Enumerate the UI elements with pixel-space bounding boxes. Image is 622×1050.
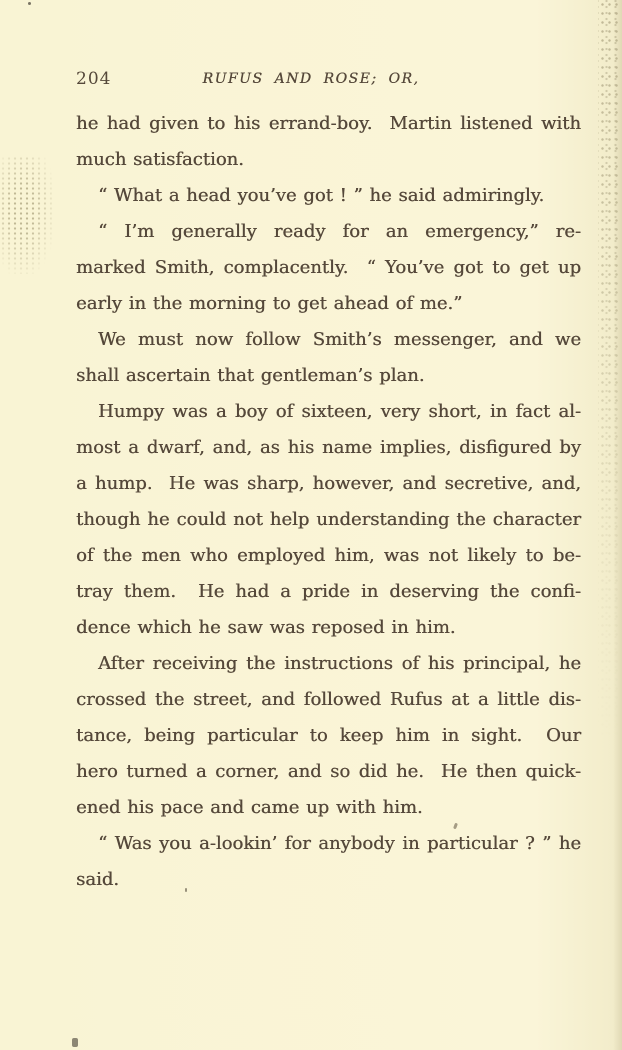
text-line: “ Was you a-lookin’ for anybody in particular ? ” he [98,833,581,854]
paragraph [76,646,581,826]
paragraph [76,178,581,214]
page-edge-shadow [613,0,622,1050]
running-title: RUFUS AND ROSE; OR, [202,71,420,87]
text-line: Humpy was a boy of sixteen, very short, in fact al- [98,401,581,422]
text-line: After receiving the instructions of his principal, he [98,653,581,674]
paper-stain [0,156,54,274]
text-line: tance, being particular to keep him in sight. Our [76,725,581,746]
text-line: much satisfaction. [76,149,244,170]
text-line: said. [76,869,119,890]
text-line: ened his pace and came up with him. [76,797,423,818]
paragraph [76,106,581,178]
text-line: marked Smith, complacently. “ You’ve got to get up [76,257,581,278]
paragraph [76,394,581,646]
text-line: tray them. He had a pride in deserving the confi- [76,581,581,602]
page-number: 204 [76,69,112,89]
text-line: crossed the street, and followed Rufus at a little dis- [76,689,581,710]
text-line: of the men who employed him, was not likely to be- [76,545,581,566]
text-line: though he could not help understanding the character [76,509,581,530]
text-line: dence which he saw was reposed in him. [76,617,456,638]
page-header [0,68,622,94]
paragraph [76,826,581,898]
text-line: he had given to his errand-boy. Martin listened with [76,113,581,134]
text-line: a hump. He was sharp, however, and secretive, and, [76,473,581,494]
text-line: “ What a head you’ve got ! ” he said admiringly. [98,185,545,206]
text-line: most a dwarf, and, as his name implies, disfigured by [76,437,581,458]
paper-speck [72,1038,78,1047]
text-line: hero turned a corner, and so did he. He then quick- [76,761,581,782]
text-line: early in the morning to get ahead of me.” [76,293,463,314]
text-line: “ I’m generally ready for an emergency,” re- [98,221,581,242]
body-text [76,106,581,898]
paragraph [76,322,581,394]
paper-speck [28,2,31,5]
text-line: We must now follow Smith’s messenger, and we [98,329,581,350]
text-line: shall ascertain that gentleman’s plan. [76,365,425,386]
paragraph [76,214,581,322]
